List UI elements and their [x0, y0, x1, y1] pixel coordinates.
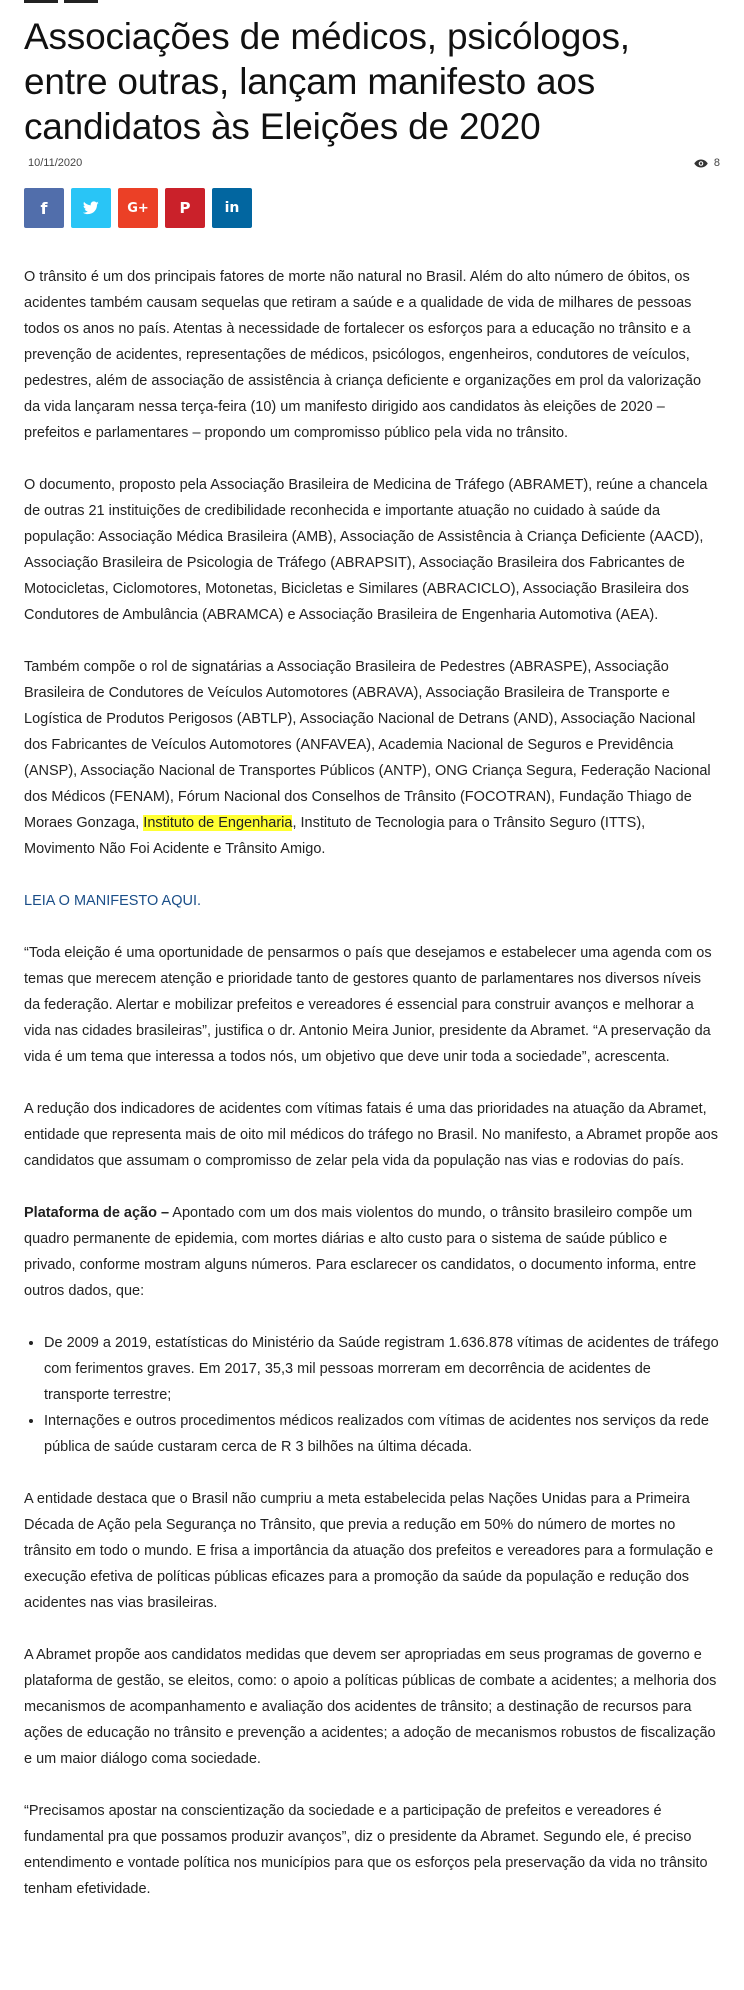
facebook-icon: f — [40, 198, 48, 218]
paragraph — [24, 472, 720, 628]
paragraph-text: , Instituto de Tecnologia para o Trânsito Seguro (ITTS), Movimento Não Foi Acidente e Trânsito Amigo. — [24, 815, 646, 857]
linkedin-share-button[interactable] — [212, 188, 252, 228]
category-tab[interactable] — [64, 0, 98, 3]
view-counter — [694, 157, 720, 169]
paragraph: O trânsito é um dos principais fatores de morte não natural no Brasil. Além do alto número de óbitos, os acidentes também causam sequelas que retiram a saúde e a qualidade de vida de milhares de pessoas todos os anos no país. Atentas à necessidade de fortalecer os esforços para a educação no trânsito e a prevenção de acidentes, representações de médicos, psicólogos, engenheiros, condutores de veículos, pedestres, além de associação de assistência à criança deficiente e organizações em prol da valorização da vida lançaram nessa terça-feira (10) um manifesto dirigido aos candidatos às eleições de 2020 – prefeitos e parlamentares – propondo um compromisso público pela vida no trânsito. — [24, 269, 702, 441]
article-body — [24, 264, 720, 1928]
pinterest-share-button[interactable] — [165, 188, 205, 228]
paragraph — [24, 888, 720, 914]
paragraph — [24, 1200, 720, 1304]
article-date: 10/11/2020 — [28, 157, 83, 169]
article-title: Associações de médicos, psicólogos, entre outras, lançam manifesto aos candidatos às Eleições de 2020 — [24, 16, 630, 147]
paragraph-text: O documento, proposto pela Associação Brasileira de Medicina de Tráfego (ABRAMET), reúne a chancela de outras 21 instituições de credibilidade reconhecida e importante atuação no cuidado à saúde da população: Associação Médica Brasileira (AMB), Associação de Assistência à Criança Deficiente (AACD), Associação Brasileira de Psicologia de Tráfego (ABRAPSIT), Associação Brasileira dos Fabricantes de Motocicletas, Ciclomotores, Motonetas, Bicicletas e Similares (ABRACICLO), Associação Brasileira dos Condutores de Ambulância (ABRAMCA) e Associação Brasileira de Engenharia Automotiva (AEA). — [24, 477, 708, 623]
paragraph — [24, 654, 720, 862]
paragraph: A entidade destaca que o Brasil não cumpriu a meta estabelecida pelas Nações Unidas para a Primeira Década de Ação pela Segurança no Trânsito, que previa a redução em 50% do número de mortes no trânsito em todo o mundo. E frisa a importância da atuação dos prefeitos e vereadores para a formulação e execução efetiva de políticas públicas eficazes para a promoção da saúde da população e redução dos acidentes nas vias brasileiras. — [24, 1491, 714, 1611]
pinterest-icon: P — [179, 199, 191, 217]
paragraph: A redução dos indicadores de acidentes com vítimas fatais é uma das prioridades na atuação da Abramet, entidade que representa mais de oito mil médicos do tráfego no Brasil. No manifesto, a Abramet propõe aos candidatos que assumam o compromisso de zelar pela vida da população nas vias e rodovias do país. — [24, 1101, 718, 1169]
eye-icon — [694, 159, 708, 168]
paragraph: “Precisamos apostar na conscientização da sociedade e a participação de prefeitos e vereadores é fundamental pra que possamos produzir avanços”, diz o presidente da Abramet. Segundo ele, é preciso entendimento e vontade política nos municípios para que os esforços pela preservação da vida no trânsito tenham efetividade. — [24, 1803, 708, 1897]
paragraph: A Abramet propõe aos candidatos medidas que devem ser apropriadas em seus programas de governo e plataforma de gestão, se eleitos, como: o apoio a políticas públicas de combate a acidentes; a melhoria dos mecanismos de acompanhamento e avaliação dos acidentes de trânsito; a destinação de recursos para ações de educação no trânsito e prevenção a acidentes; a adoção de mecanismos robustos de fiscalização e um maior diálogo coma sociedade. — [24, 1647, 717, 1767]
statistics-list — [24, 1330, 720, 1460]
view-count: 8 — [713, 157, 720, 169]
section-label: Plataforma de ação – — [24, 1205, 170, 1221]
paragraph: “Toda eleição é uma oportunidade de pensarmos o país que desejamos e estabelecer uma agenda com os temas que merecem atenção e prioridade tanto de gestores quanto de parlamentares nos diversos níveis da federação. Alertar e mobilizar prefeitos e vereadores é essencial para construir avanços e melhorar a vida nas cidades brasileiras”, justifica o dr. Antonio Meira Junior, presidente da Abramet. “A preservação da vida é um tema que interessa a todos nós, um objetivo que deve unir toda a sociedade”, acrescenta. — [24, 945, 712, 1065]
manifesto-link[interactable]: LEIA O MANIFESTO AQUI. — [24, 893, 202, 909]
category-tabs — [24, 0, 98, 3]
category-tab[interactable] — [24, 0, 58, 3]
facebook-share-button[interactable] — [24, 188, 64, 228]
list-item: • Internações e outros procedimentos médicos realizados com vítimas de acidentes nos serviços da rede pública de saúde custaram cerca de R 3 bilhões na última década. — [44, 1408, 720, 1460]
linkedin-icon: in — [224, 200, 240, 216]
list-item: • De 2009 a 2019, estatísticas do Ministério da Saúde registram 1.636.878 vítimas de acidentes de tráfego com ferimentos graves. Em 2017, 35,3 mil pessoas morreram em decorrência de acidentes de transporte terrestre; — [44, 1330, 720, 1408]
twitter-icon — [83, 201, 99, 215]
paragraph-text: Apontado com um dos mais violentos do mundo, o trânsito brasileiro compõe um quadro permanente de epidemia, com mortes diárias e alto custo para o sistema de saúde público e privado, conforme mostram alguns números. Para esclarecer os candidatos, o documento informa, entre outros dados, que: — [24, 1205, 697, 1299]
googleplus-icon: G+ — [127, 200, 149, 216]
paragraph-text: Também compõe o rol de signatárias a Associação Brasileira de Pedestres (ABRASPE), Associação Brasileira de Condutores de Veículos Automotores (ABRAVA), Associação Brasileira de Transporte e Logística de Produtos Perigosos (ABTLP), Associação Nacional de Detrans (AND), Associação Nacional dos Fabricantes de Veículos Automotores (ANFAVEA), Academia Nacional de Seguros e Previdência (ANSP), Associação Nacional de Transportes Públicos (ANTP), ONG Criança Segura, Federação Nacional dos Médicos (FENAM), Fórum Nacional dos Conselhos de Trânsito (FOCOTRAN), Fundação Thiago de Moraes Gonzaga, — [24, 659, 711, 831]
article-meta — [28, 157, 720, 173]
share-buttons — [24, 188, 252, 228]
highlighted-text: Instituto de Engenharia — [143, 815, 293, 831]
googleplus-share-button[interactable] — [118, 188, 158, 228]
twitter-share-button[interactable] — [71, 188, 111, 228]
